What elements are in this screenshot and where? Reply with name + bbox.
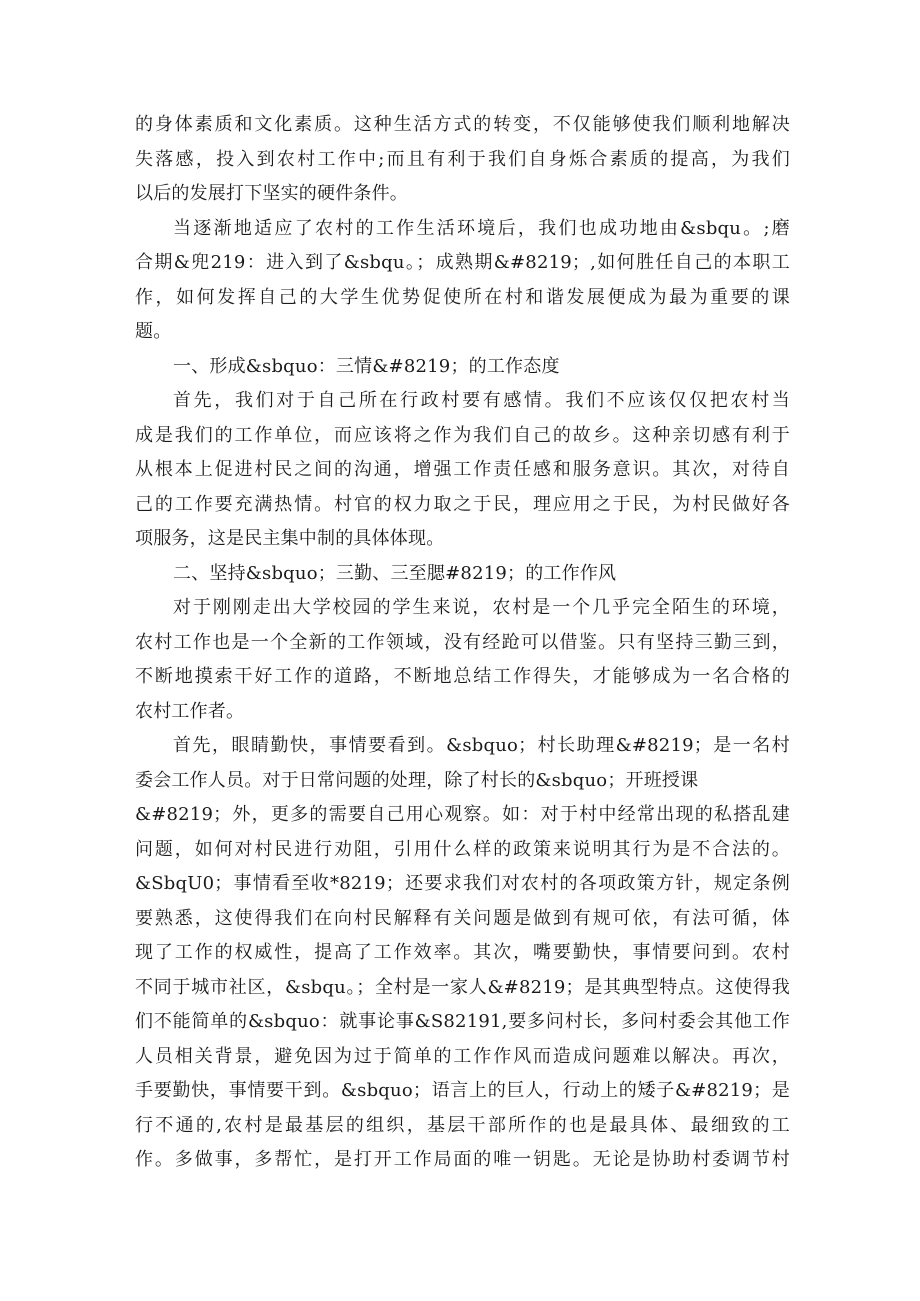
- text-line: 题。: [135, 321, 172, 342]
- text-line: 行不通的,农村是最基层的组织，基层干部所作的也是最具体、最细致的工: [135, 1114, 790, 1136]
- text-line: 作。多做事，多帮忙，是打开工作局面的唯一钥匙。无论是协助村委调节村: [135, 1149, 790, 1170]
- text-line: 委会工作人员。对于日常问题的处理，除了村长的&sbquo；开班授课: [135, 769, 699, 791]
- text-line: 己的工作要充满热情。村官的权力取之于民，理应用之于民，为村民做好各: [135, 493, 790, 515]
- text-line: 以后的发展打下坚实的硬件条件。: [135, 183, 408, 204]
- text-line: 手要勤快，事情要干到。&sbquo；语言上的巨人，行动上的矮子&#8219；是: [135, 1080, 790, 1101]
- text-line: 农村工作也是一个全新的工作领域，没有经跄可以借鉴。只有坚持三勤三到，: [135, 631, 790, 653]
- text-line: 农村工作者。: [135, 700, 245, 722]
- text-line: 不同于城市社区，&sbqu。；全村是一家人&#8219；是其典型特点。这使得我: [135, 976, 790, 998]
- text-line: 对于刚刚走出大学校园的学生来说，农村是一个几乎完全陌生的环境，: [173, 597, 790, 618]
- text-line: 合期&兜219：进入到了&sbqu。；成熟期&#8219；,如何胜任自己的本职工: [135, 252, 790, 273]
- text-line: 现了工作的权威性，提高了工作效率。其次，嘴要勤快，事情要问到。农村: [135, 942, 790, 963]
- text-line: 二、坚持&sbquo；三勤、三至腮#8219；的工作作风: [173, 562, 617, 584]
- text-line: 作，如何发挥自己的大学生优势促使所在村和谐发展便成为最为重要的课: [135, 286, 790, 308]
- text-line: 从根本上促进村民之间的沟通，增强工作责任感和服务意识。其次，对待自: [135, 459, 790, 480]
- text-line: 失落感，投入到农村工作中;而且有利于我们自身烁合素质的提高，为我们: [135, 148, 790, 170]
- document-body: [135, 108, 790, 1178]
- text-line: 问题，如何对村民进行劝阻，引用什么样的政策来说明其行为是不合法的。: [135, 838, 790, 860]
- text-line: &SbqU0；事情看至收*8219；还要求我们对农村的各项政策方针，规定条例: [135, 873, 790, 894]
- text-line: 要熟悉，这使得我们在向村民解释有关问题是做到有规可依，有法可循，体: [135, 907, 790, 929]
- text-line: 项服务，这是民主集中制的具体体现。: [135, 528, 445, 549]
- text-line: 人员相关背景，避免因为过于简单的工作作风而造成问题难以解决。再次，: [135, 1045, 790, 1067]
- text-line: 的身体素质和文化素质。这种生活方式的转变，不仅能够使我们顺利地解决: [135, 114, 790, 135]
- text-line: 当逐渐地适应了农村的工作生活环境后，我们也成功地由&sbqu。;磨: [173, 217, 790, 239]
- text-line: 首先，眼睛勤快，事情要看到。&sbquo；村长助理&#8219；是一名村: [173, 735, 790, 756]
- text-line: 们不能简单的&sbquo：就事论事&S82191,要多问村长，多问村委会其他工作: [135, 1011, 790, 1032]
- text-line: 成是我们的工作单位，而应该将之作为我们自己的故乡。这种亲切感有利于: [135, 424, 790, 446]
- text-line: 不断地摸索干好工作的道路，不断地总结工作得失，才能够成为一名合格的: [135, 666, 790, 687]
- text-line: 首先，我们对于自己所在行政村要有感情。我们不应该仅仅把农村当: [173, 390, 790, 411]
- text-line: &#8219；外，更多的需要自己用心观察。如：对于村中经常出现的私搭乱建: [135, 804, 790, 825]
- text-line: 一、形成&sbquo：三情&#8219；的工作态度: [173, 355, 560, 377]
